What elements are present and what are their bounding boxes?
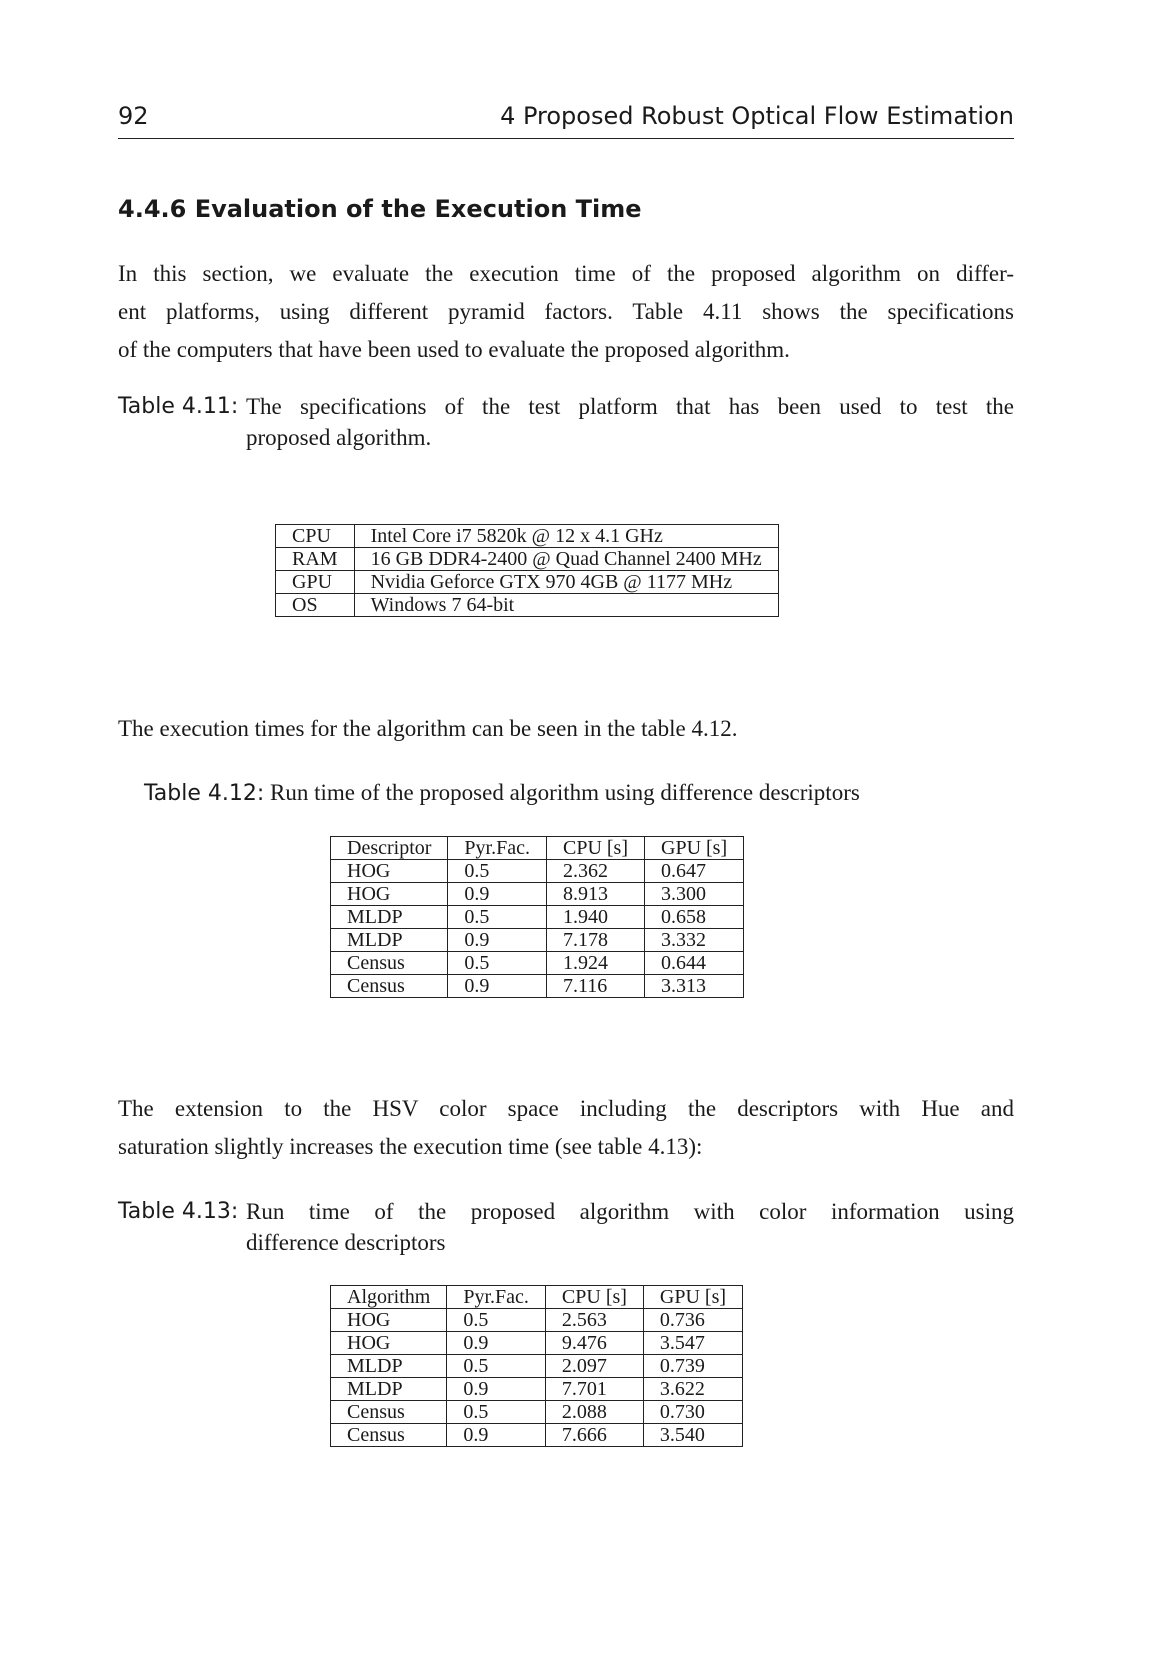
table-row bbox=[331, 1424, 743, 1447]
table-cell: 0.5 bbox=[448, 860, 547, 883]
paragraph-line: of the computers that have been used to evaluate the proposed algorithm. bbox=[118, 337, 790, 362]
spec-value: 16 GB DDR4-2400 @ Quad Channel 2400 MHz bbox=[354, 548, 778, 571]
table-4-13-caption bbox=[118, 1196, 1014, 1258]
table-cell: Census bbox=[331, 1424, 447, 1447]
table-cell: Census bbox=[331, 1401, 447, 1424]
table-cell: 1.940 bbox=[546, 906, 644, 929]
table-row bbox=[276, 571, 779, 594]
table-cell: HOG bbox=[331, 1309, 447, 1332]
table-cell: 7.701 bbox=[545, 1378, 643, 1401]
table-row bbox=[331, 1332, 743, 1355]
table-header-row bbox=[331, 837, 744, 860]
column-header: Pyr.Fac. bbox=[447, 1286, 546, 1309]
spec-key: OS bbox=[276, 594, 355, 617]
table-row bbox=[331, 929, 744, 952]
spec-key: RAM bbox=[276, 548, 355, 571]
column-header: GPU [s] bbox=[643, 1286, 742, 1309]
table-cell: 0.9 bbox=[447, 1378, 546, 1401]
caption-label: Table 4.13: bbox=[118, 1199, 239, 1224]
paragraph-line: saturation slightly increases the execution time (see table 4.13): bbox=[118, 1134, 703, 1159]
table-4-12 bbox=[330, 836, 744, 998]
table-cell: 0.5 bbox=[447, 1401, 546, 1424]
table-cell: 3.332 bbox=[645, 929, 744, 952]
column-header: Pyr.Fac. bbox=[448, 837, 547, 860]
table-header-row bbox=[331, 1286, 743, 1309]
table-cell: 3.313 bbox=[645, 975, 744, 998]
table-cell: 7.666 bbox=[545, 1424, 643, 1447]
table-cell: 0.9 bbox=[448, 929, 547, 952]
table-cell: 0.9 bbox=[448, 883, 547, 906]
spec-key: CPU bbox=[276, 525, 355, 548]
hsv-paragraph bbox=[118, 1090, 1014, 1166]
table-cell: 9.476 bbox=[545, 1332, 643, 1355]
table-cell: 0.644 bbox=[645, 952, 744, 975]
caption-label: Table 4.12: bbox=[144, 781, 265, 806]
table-row bbox=[331, 1401, 743, 1424]
spec-key: GPU bbox=[276, 571, 355, 594]
spec-value: Intel Core i7 5820k @ 12 x 4.1 GHz bbox=[354, 525, 778, 548]
table-cell: 7.116 bbox=[546, 975, 644, 998]
table-row bbox=[276, 525, 779, 548]
column-header: Descriptor bbox=[331, 837, 448, 860]
table-4-11 bbox=[275, 524, 779, 617]
table-cell: 1.924 bbox=[546, 952, 644, 975]
page-number: 92 bbox=[118, 102, 149, 130]
table-cell: MLDP bbox=[331, 1355, 447, 1378]
table-4-12-caption bbox=[144, 777, 860, 809]
paragraph-line: In this section, we evaluate the execution time of the proposed algorithm on differ- bbox=[118, 261, 1014, 286]
table-cell: Census bbox=[331, 975, 448, 998]
table-cell: 3.540 bbox=[643, 1424, 742, 1447]
table-cell: 0.5 bbox=[448, 906, 547, 929]
caption-label: Table 4.11: bbox=[118, 394, 239, 419]
table-cell: 0.5 bbox=[448, 952, 547, 975]
spec-value: Nvidia Geforce GTX 970 4GB @ 1177 MHz bbox=[354, 571, 778, 594]
table-cell: 2.088 bbox=[545, 1401, 643, 1424]
table-cell: 0.9 bbox=[447, 1424, 546, 1447]
table-cell: MLDP bbox=[331, 906, 448, 929]
table-cell: 2.097 bbox=[545, 1355, 643, 1378]
intro-paragraph bbox=[118, 255, 1014, 369]
table-cell: 0.5 bbox=[447, 1309, 546, 1332]
table-row bbox=[331, 1309, 743, 1332]
table-row bbox=[331, 952, 744, 975]
table-cell: 0.647 bbox=[645, 860, 744, 883]
table-row bbox=[331, 975, 744, 998]
table-cell: 0.5 bbox=[447, 1355, 546, 1378]
running-head bbox=[118, 100, 1014, 139]
table-row bbox=[276, 594, 779, 617]
table-4-13 bbox=[330, 1285, 743, 1447]
paragraph-line: The execution times for the algorithm can be seen in the table 4.12. bbox=[118, 716, 738, 741]
caption-line: difference descriptors bbox=[246, 1230, 446, 1255]
column-header: GPU [s] bbox=[645, 837, 744, 860]
table-row bbox=[331, 883, 744, 906]
table-cell: 3.300 bbox=[645, 883, 744, 906]
exec-times-paragraph bbox=[118, 710, 1014, 748]
table-4-11-caption bbox=[118, 391, 1014, 453]
table-cell: 0.739 bbox=[643, 1355, 742, 1378]
chapter-title: 4 Proposed Robust Optical Flow Estimation bbox=[500, 102, 1014, 130]
spec-value: Windows 7 64-bit bbox=[354, 594, 778, 617]
caption-text: Run time of the proposed algorithm using difference descriptors bbox=[270, 780, 860, 805]
column-header: CPU [s] bbox=[546, 837, 644, 860]
table-cell: 3.622 bbox=[643, 1378, 742, 1401]
table-cell: 0.9 bbox=[448, 975, 547, 998]
table-cell: 3.547 bbox=[643, 1332, 742, 1355]
table-cell: MLDP bbox=[331, 929, 448, 952]
table-cell: 8.913 bbox=[546, 883, 644, 906]
table-cell: 7.178 bbox=[546, 929, 644, 952]
table-cell: 2.563 bbox=[545, 1309, 643, 1332]
table-row bbox=[331, 906, 744, 929]
column-header: CPU [s] bbox=[545, 1286, 643, 1309]
table-cell: 0.658 bbox=[645, 906, 744, 929]
caption-line: proposed algorithm. bbox=[246, 425, 432, 450]
section-heading: 4.4.6 Evaluation of the Execution Time bbox=[118, 195, 642, 223]
paragraph-line: ent platforms, using different pyramid factors. Table 4.11 shows the specifications bbox=[118, 299, 1014, 324]
table-cell: 0.9 bbox=[447, 1332, 546, 1355]
column-header: Algorithm bbox=[331, 1286, 447, 1309]
caption-line: Run time of the proposed algorithm with color information using bbox=[246, 1199, 1014, 1224]
table-cell: HOG bbox=[331, 860, 448, 883]
table-cell: HOG bbox=[331, 883, 448, 906]
table-cell: MLDP bbox=[331, 1378, 447, 1401]
table-cell: HOG bbox=[331, 1332, 447, 1355]
table-row bbox=[331, 860, 744, 883]
table-cell: 0.730 bbox=[643, 1401, 742, 1424]
table-cell: 0.736 bbox=[643, 1309, 742, 1332]
paragraph-line: The extension to the HSV color space including the descriptors with Hue and bbox=[118, 1096, 1014, 1121]
caption-line: The specifications of the test platform that has been used to test the bbox=[246, 394, 1014, 419]
table-row bbox=[331, 1378, 743, 1401]
table-cell: 2.362 bbox=[546, 860, 644, 883]
table-row bbox=[331, 1355, 743, 1378]
table-cell: Census bbox=[331, 952, 448, 975]
table-row bbox=[276, 548, 779, 571]
